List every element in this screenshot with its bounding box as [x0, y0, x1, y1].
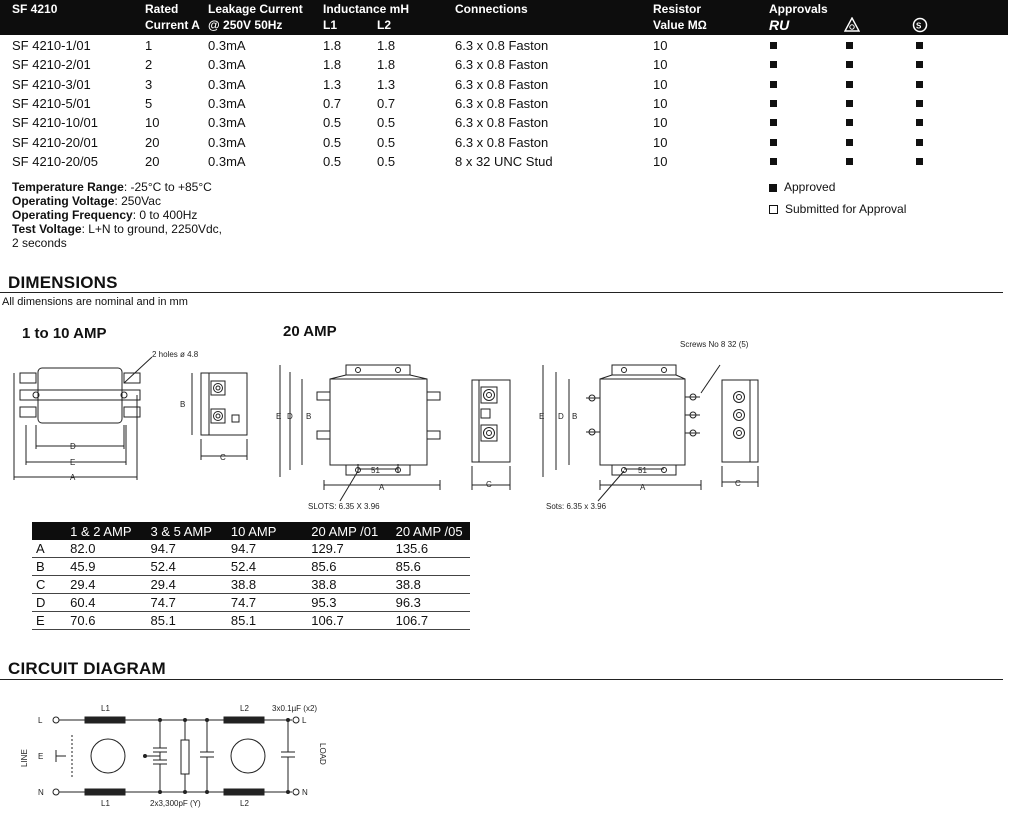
header-leakage-cond: @ 250V 50Hz: [208, 18, 283, 32]
small-front-label-e: E: [70, 458, 76, 467]
ul-logo-icon: [768, 17, 794, 33]
spec-cell-leakage: 0.3mA: [208, 115, 246, 131]
dim-header-cell: 20 AMP /05: [390, 522, 470, 540]
spec-cell-l1: 0.5: [323, 153, 342, 169]
dimension-table: [32, 522, 470, 630]
circuit-label-l2-top: L2: [240, 704, 249, 713]
dim-cell: 70.6: [64, 612, 144, 630]
spec-notes: [12, 180, 272, 250]
circuit-label-n-out: N: [302, 788, 308, 797]
small-front-label-a: A: [70, 473, 76, 482]
spec-cell-leakage: 0.3mA: [208, 57, 246, 73]
spec-row: [0, 55, 1008, 74]
circuit-cap-x2: 3x0.1µF (x2): [272, 704, 318, 713]
circuit-title: CIRCUIT DIAGRAM: [8, 659, 166, 678]
dimensions-subtitle: All dimensions are nominal and in mm: [2, 296, 188, 308]
header-approvals: Approvals: [769, 2, 828, 16]
slots-note-1: SLOTS: 6.35 X 3.96: [308, 502, 380, 511]
spec-cell-connections: 6.3 x 0.8 Faston: [455, 38, 549, 53]
spec-cell-model: SF 4210-1/01: [12, 38, 91, 53]
stud-label-a: A: [640, 483, 646, 492]
freq-label: Operating Frequency: [12, 208, 133, 222]
circuit-cap-y: 2x3,300pF (Y): [150, 799, 201, 808]
dim-cell: 94.7: [145, 540, 225, 558]
header-model: SF 4210: [12, 2, 58, 16]
dim-row-label: E: [32, 612, 64, 630]
dim-row: [32, 594, 470, 612]
large-filter-side-drawing: [472, 380, 510, 490]
spec-cell-rated: 3: [145, 76, 153, 92]
dim-cell: 29.4: [64, 576, 144, 594]
empty-square-icon: [769, 205, 778, 214]
large-label-d: D: [287, 412, 293, 421]
dim-cell: 38.8: [390, 576, 470, 594]
large-filter-front-drawing: [280, 365, 440, 501]
dim-cell: 95.3: [305, 594, 389, 612]
approved-square-icon: [846, 119, 853, 126]
circuit-line-label: LINE: [20, 749, 29, 767]
group-20-amp: 20 AMP: [283, 323, 337, 340]
spec-cell-rated: 2: [145, 57, 153, 73]
approved-square-icon: [846, 100, 853, 107]
dim-cell: 60.4: [64, 594, 144, 612]
spec-cell-l1: 1.8: [323, 57, 342, 73]
large-label-a: A: [379, 483, 385, 492]
spec-cell-l2: 0.5: [377, 115, 396, 131]
dim-header-cell: [32, 522, 64, 540]
dim-row-label: A: [32, 540, 64, 558]
dim-cell: 74.7: [225, 594, 305, 612]
freq-value: : 0 to 400Hz: [132, 208, 198, 222]
stud-label-e: E: [539, 412, 545, 421]
large-label-b: B: [306, 412, 312, 421]
dim-cell: 96.3: [390, 594, 470, 612]
approved-square-icon: [770, 81, 777, 88]
spec-cell-l1: 0.5: [323, 134, 342, 150]
approved-square-icon: [770, 100, 777, 107]
dim-cell: 85.1: [145, 612, 225, 630]
stud-filter-front-drawing: [543, 365, 720, 501]
spec-cell-model: SF 4210-10/01: [12, 115, 99, 131]
approved-square-icon: [846, 158, 853, 165]
spec-row: [0, 75, 1008, 94]
spec-cell-leakage: 0.3mA: [208, 153, 246, 169]
spec-cell-l2: 1.3: [377, 76, 396, 92]
screws-note: Screws No 8 32 (5): [680, 340, 749, 349]
spec-cell-rated: 10: [145, 115, 160, 131]
dim-cell: 52.4: [145, 558, 225, 576]
dim-cell: 52.4: [225, 558, 305, 576]
spec-row: [0, 152, 1008, 171]
spec-cell-connections: 6.3 x 0.8 Faston: [455, 76, 549, 92]
dim-cell: 45.9: [64, 558, 144, 576]
approved-square-icon: [916, 119, 923, 126]
dim-header-cell: 20 AMP /01: [305, 522, 389, 540]
holes-note: 2 holes ø 4.8: [152, 350, 199, 359]
csa-logo-icon: [844, 17, 860, 33]
circuit-label-l1-top: L1: [101, 704, 110, 713]
stud-filter-side-drawing: [722, 380, 758, 487]
dimension-table-header: [32, 522, 470, 540]
approved-square-icon: [846, 139, 853, 146]
small-side-label-b: B: [180, 400, 186, 409]
spec-cell-resistor: 10: [653, 95, 668, 111]
spec-cell-l1: 1.3: [323, 76, 342, 92]
svg-text:RU: RU: [769, 17, 790, 33]
spec-cell-l2: 0.7: [377, 95, 396, 111]
stud-label-51: 51: [638, 466, 647, 475]
spec-cell-leakage: 0.3mA: [208, 76, 246, 92]
approved-square-icon: [770, 61, 777, 68]
spec-cell-connections: 6.3 x 0.8 Faston: [455, 95, 549, 111]
spec-cell-resistor: 10: [653, 38, 668, 53]
approved-square-icon: [846, 42, 853, 49]
approved-square-icon: [846, 61, 853, 68]
circuit-label-l1-bottom: L1: [101, 799, 110, 808]
legend-approved: [769, 180, 835, 194]
spec-cell-connections: 8 x 32 UNC Stud: [455, 153, 553, 169]
header-l1: L1: [323, 18, 338, 32]
stud-label-b: B: [572, 412, 578, 421]
dim-cell: 85.6: [305, 558, 389, 576]
spec-cell-l2: 0.5: [377, 134, 396, 150]
spec-cell-l2: 1.8: [377, 38, 396, 53]
spec-row: [0, 36, 1008, 55]
header-rated: Rated: [145, 2, 179, 16]
spec-cell-resistor: 10: [653, 134, 668, 150]
circuit-diagram: [0, 695, 360, 815]
circuit-label-n-in: N: [38, 788, 44, 797]
spec-cell-l1: 0.7: [323, 95, 342, 111]
large-side-label-c: C: [486, 480, 492, 489]
dim-header-cell: 10 AMP: [225, 522, 305, 540]
spec-cell-rated: 20: [145, 153, 160, 169]
approved-square-icon: [916, 42, 923, 49]
spec-cell-model: SF 4210-20/05: [12, 153, 99, 169]
spec-cell-l2: 1.8: [377, 57, 396, 73]
dim-cell: 94.7: [225, 540, 305, 558]
circuit-rule: [0, 679, 1003, 680]
header-rated-unit: Current A: [145, 18, 200, 32]
approved-square-icon: [916, 100, 923, 107]
approved-square-icon: [916, 158, 923, 165]
svg-text:S: S: [916, 21, 922, 31]
dim-cell: 106.7: [305, 612, 389, 630]
stud-side-label-c: C: [735, 479, 741, 488]
small-side-label-c: C: [220, 453, 226, 462]
large-label-51: 51: [371, 466, 380, 475]
spec-cell-l1: 1.8: [323, 38, 342, 53]
spec-cell-connections: 6.3 x 0.8 Faston: [455, 57, 549, 73]
slots-note-2: Sots: 6.35 x 3.96: [546, 502, 607, 511]
dim-row-label: B: [32, 558, 64, 576]
dim-cell: 129.7: [305, 540, 389, 558]
temp-label: Temperature Range: [12, 180, 124, 194]
header-leakage: Leakage Current: [208, 2, 303, 16]
circuit-label-l2-bottom: L2: [240, 799, 249, 808]
spec-row: [0, 94, 1008, 113]
legend-submitted: [769, 202, 906, 216]
spec-cell-model: SF 4210-3/01: [12, 76, 91, 92]
dim-header-cell: 1 & 2 AMP: [64, 522, 144, 540]
dim-row: [32, 558, 470, 576]
approved-square-icon: [846, 81, 853, 88]
dim-cell: 29.4: [145, 576, 225, 594]
dim-cell: 74.7: [145, 594, 225, 612]
spec-cell-l2: 0.5: [377, 153, 396, 169]
approved-square-icon: [770, 158, 777, 165]
spec-cell-leakage: 0.3mA: [208, 38, 246, 53]
approved-square-icon: [770, 139, 777, 146]
spec-cell-resistor: 10: [653, 115, 668, 131]
circuit-label-l-out: L: [302, 716, 307, 725]
circuit-load-label: LOAD: [318, 743, 327, 765]
header-inductance: Inductance mH: [323, 2, 410, 16]
spec-cell-connections: 6.3 x 0.8 Faston: [455, 115, 549, 131]
approved-square-icon: [916, 61, 923, 68]
spec-cell-l1: 0.5: [323, 115, 342, 131]
spec-cell-resistor: 10: [653, 76, 668, 92]
dim-cell: 106.7: [390, 612, 470, 630]
spec-cell-resistor: 10: [653, 57, 668, 73]
dimension-drawings: [0, 335, 1000, 513]
spec-cell-model: SF 4210-2/01: [12, 57, 91, 73]
small-front-label-d: D: [70, 442, 76, 451]
dim-row: [32, 540, 470, 558]
dim-cell: 38.8: [225, 576, 305, 594]
test-value: : L+N to ground, 2250Vdc,: [81, 222, 223, 236]
header-connections: Connections: [455, 2, 528, 16]
spec-cell-rated: 20: [145, 134, 160, 150]
spec-cell-model: SF 4210-5/01: [12, 95, 91, 111]
spec-cell-model: SF 4210-20/01: [12, 134, 99, 150]
dimensions-rule: [0, 292, 1003, 293]
dim-cell: 85.6: [390, 558, 470, 576]
header-resistor-unit: Value MΩ: [653, 18, 707, 32]
voltage-value: : 250Vac: [114, 194, 161, 208]
dim-row-label: C: [32, 576, 64, 594]
spec-row: [0, 113, 1008, 132]
circuit-label-e: E: [38, 752, 44, 761]
voltage-label: Operating Voltage: [12, 194, 115, 208]
temp-value: : -25°C to +85°C: [123, 180, 212, 194]
spec-cell-rated: 1: [145, 38, 153, 53]
spec-cell-rated: 5: [145, 95, 153, 111]
dimension-table-body: [32, 540, 470, 630]
approved-square-icon: [770, 42, 777, 49]
spec-cell-resistor: 10: [653, 153, 668, 169]
test-label: Test Voltage: [12, 222, 82, 236]
test-value-cont: 2 seconds: [12, 236, 67, 250]
header-l2: L2: [377, 18, 392, 32]
stud-label-d: D: [558, 412, 564, 421]
dim-cell: 135.6: [390, 540, 470, 558]
small-filter-side-drawing: [192, 373, 247, 460]
semko-logo-icon: [912, 17, 928, 33]
dim-cell: 82.0: [64, 540, 144, 558]
dim-row: [32, 576, 470, 594]
header-resistor: Resistor: [653, 2, 702, 16]
group-1-to-10-amp: 1 to 10 AMP: [22, 325, 107, 342]
dim-row-label: D: [32, 594, 64, 612]
dimensions-title: DIMENSIONS: [8, 273, 118, 292]
approved-square-icon: [770, 119, 777, 126]
dim-cell: 85.1: [225, 612, 305, 630]
circuit-label-l-in: L: [38, 716, 43, 725]
filled-square-icon: [769, 184, 777, 192]
spec-row: [0, 133, 1008, 152]
approved-square-icon: [916, 81, 923, 88]
spec-cell-connections: 6.3 x 0.8 Faston: [455, 134, 549, 150]
spec-cell-leakage: 0.3mA: [208, 134, 246, 150]
dim-cell: 38.8: [305, 576, 389, 594]
large-label-e: E: [276, 412, 282, 421]
legend-approved-text: Approved: [784, 180, 836, 194]
approved-square-icon: [916, 139, 923, 146]
dim-row: [32, 612, 470, 630]
spec-table-header: [0, 0, 1008, 35]
dim-header-cell: 3 & 5 AMP: [145, 522, 225, 540]
legend-submitted-text: Submitted for Approval: [785, 202, 907, 216]
small-filter-front-drawing: [14, 357, 152, 480]
spec-cell-leakage: 0.3mA: [208, 95, 246, 111]
